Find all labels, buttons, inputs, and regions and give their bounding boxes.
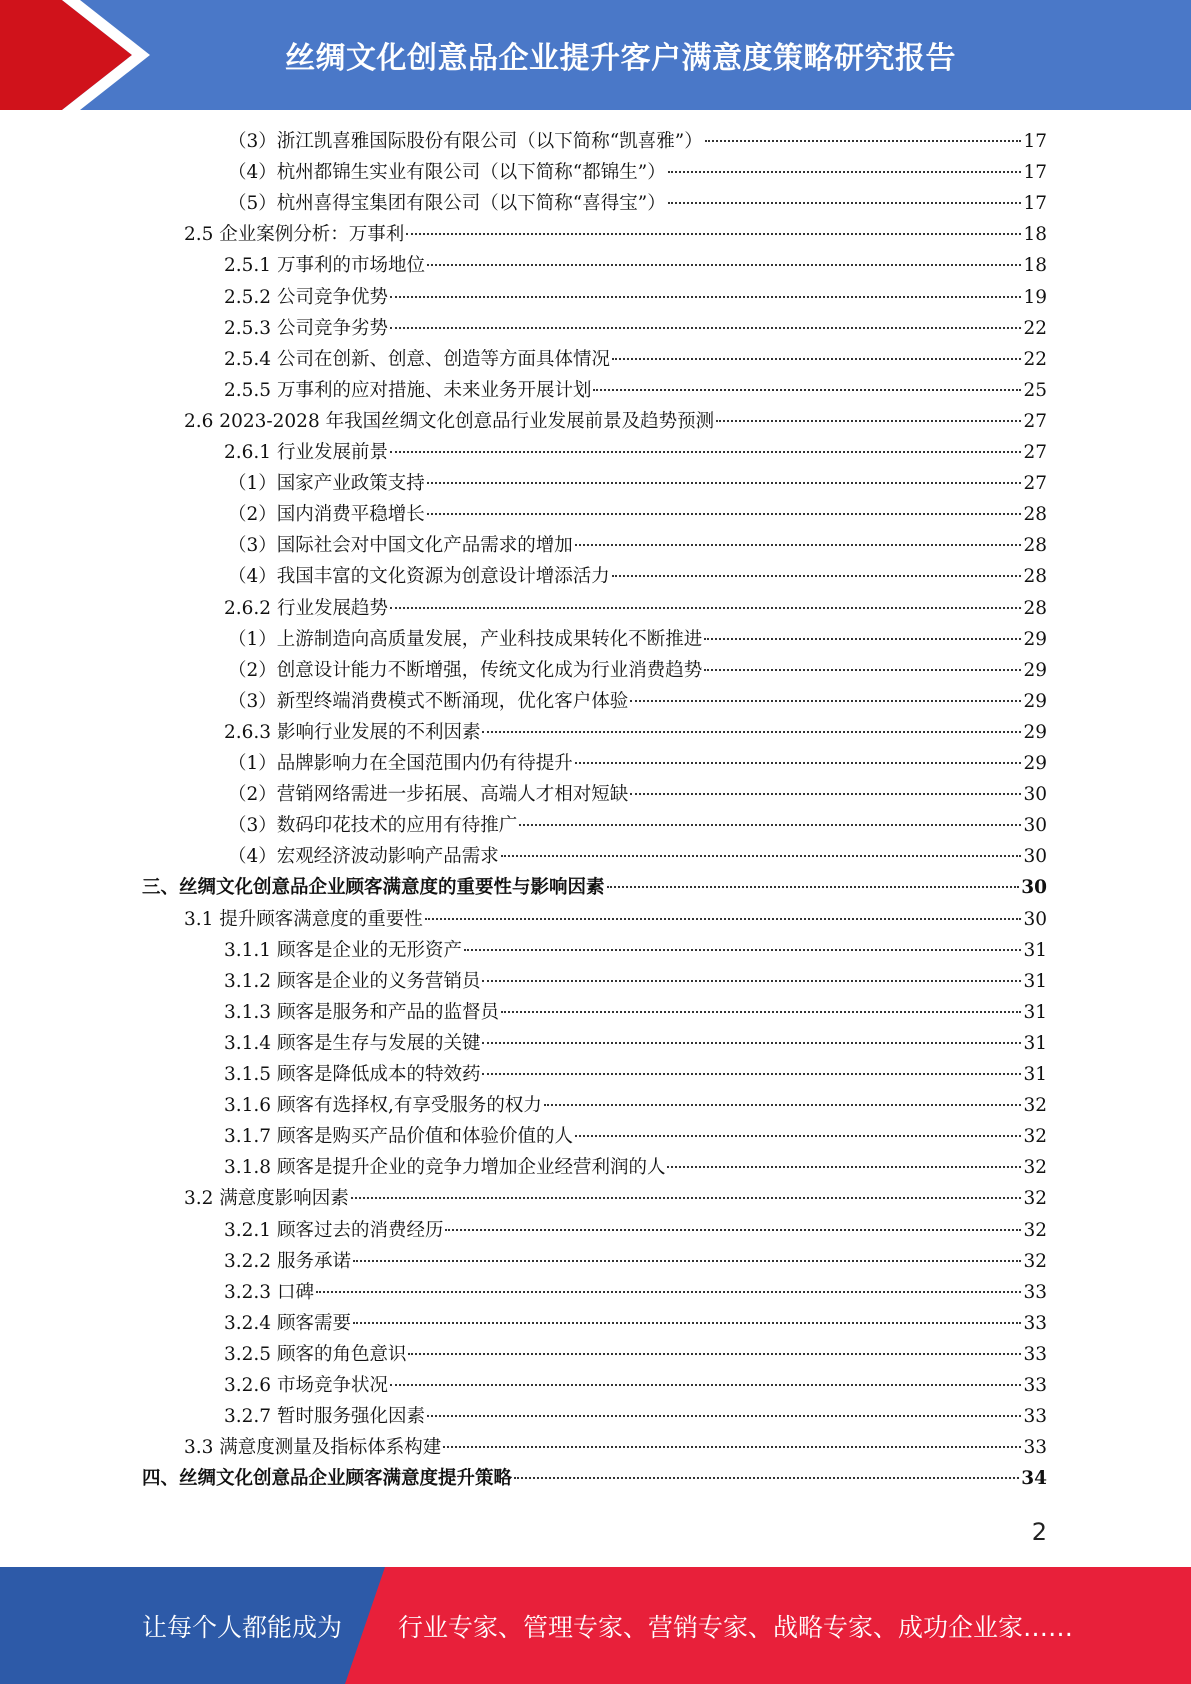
toc-entry-page: 28 — [1023, 566, 1047, 588]
toc-entry-page: 18 — [1023, 224, 1047, 246]
toc-entry-label: 3.2.7 暂时服务强化因素 — [224, 1406, 425, 1428]
toc-entry[interactable] — [228, 188, 1047, 219]
toc-entry[interactable] — [228, 624, 1047, 655]
toc-entry-label: 3.2.2 服务承诺 — [224, 1250, 351, 1272]
toc-dot-leader — [464, 949, 1021, 951]
toc-dot-leader — [408, 1353, 1021, 1355]
toc-entry-label: 3.2.4 顾客需要 — [224, 1312, 351, 1334]
toc-entry[interactable] — [224, 1152, 1047, 1183]
toc-entry-label: 2.5.5 万事利的应对措施、未来业务开展计划 — [224, 379, 592, 401]
toc-entry-label: 2.5 企业案例分析：万事利 — [184, 224, 405, 246]
toc-entry-label: 2.5.3 公司竞争劣势 — [224, 317, 388, 339]
toc-entry-label: （1）品牌影响力在全国范围内仍有待提升 — [228, 753, 573, 774]
toc-entry[interactable] — [224, 593, 1047, 624]
toc-entry-label: （2）营销网络需进一步拓展、高端人才相对短缺 — [228, 784, 629, 806]
toc-dot-leader — [406, 233, 1021, 235]
toc-entry[interactable] — [184, 219, 1047, 250]
toc-entry-page: 27 — [1023, 473, 1047, 495]
toc-entry-label: 3.1.1 顾客是企业的无形资产 — [224, 939, 462, 961]
toc-entry-page: 29 — [1023, 628, 1047, 650]
toc-entry-label: 2.6.2 行业发展趋势 — [224, 597, 388, 619]
toc-dot-leader — [445, 1229, 1021, 1231]
toc-entry-label: 2.6.3 影响行业发展的不利因素 — [224, 721, 481, 743]
toc-entry[interactable] — [224, 250, 1047, 281]
toc-entry-label: （3）国际社会对中国文化产品需求的增加 — [228, 535, 573, 557]
toc-entry-label: 3.1.3 顾客是服务和产品的监督员 — [224, 1001, 499, 1023]
toc-entry[interactable] — [224, 1246, 1047, 1277]
toc-entry[interactable] — [142, 872, 1047, 903]
toc-dot-leader — [704, 638, 1021, 640]
toc-entry-label: （1）国家产业政策支持 — [228, 473, 425, 495]
toc-entry-label: （3）数码印花技术的应用有待推广 — [228, 815, 518, 837]
toc-entry[interactable] — [224, 1215, 1047, 1246]
toc-entry-page: 33 — [1023, 1375, 1047, 1396]
toc-entry[interactable] — [184, 1183, 1047, 1214]
toc-dot-leader — [425, 918, 1022, 920]
toc-entry-page: 32 — [1023, 1219, 1047, 1241]
toc-dot-leader — [593, 389, 1021, 391]
toc-entry-page: 29 — [1023, 690, 1047, 712]
toc-entry-page: 30 — [1023, 784, 1047, 806]
toc-entry[interactable] — [224, 935, 1047, 966]
toc-entry[interactable] — [224, 717, 1047, 748]
toc-dot-leader — [390, 607, 1021, 609]
toc-entry-label: 3.1 提升顾客满意度的重要性 — [184, 908, 423, 930]
toc-entry[interactable] — [184, 904, 1047, 935]
toc-entry[interactable] — [228, 841, 1047, 872]
toc-entry-page: 25 — [1023, 379, 1047, 401]
toc-entry-page: 32 — [1023, 1095, 1047, 1117]
toc-entry-label: 3.1.6 顾客有选择权,有享受服务的权力 — [224, 1095, 542, 1117]
toc-entry-page: 33 — [1023, 1312, 1047, 1334]
toc-dot-leader — [390, 1384, 1021, 1386]
toc-entry[interactable] — [224, 313, 1047, 344]
toc-dot-leader — [575, 1135, 1021, 1137]
toc-entry-label: （4）宏观经济波动影响产品需求 — [228, 846, 499, 868]
toc-entry[interactable] — [228, 499, 1047, 530]
toc-dot-leader — [575, 762, 1022, 764]
toc-entry-label: （5）杭州喜得宝集团有限公司（以下简称“喜得宝”） — [228, 193, 666, 215]
toc-entry[interactable] — [224, 1308, 1047, 1339]
toc-entry[interactable] — [228, 655, 1047, 686]
toc-entry[interactable] — [224, 1059, 1047, 1090]
toc-entry-page: 32 — [1023, 1157, 1047, 1179]
toc-dot-leader — [427, 1415, 1021, 1417]
toc-entry-page: 18 — [1023, 255, 1047, 277]
toc-entry[interactable] — [228, 468, 1047, 499]
page-footer — [0, 1567, 1191, 1684]
toc-dot-leader — [482, 1042, 1021, 1044]
toc-entry-page: 27 — [1023, 442, 1047, 463]
toc-entry[interactable] — [228, 686, 1047, 717]
toc-entry[interactable] — [224, 1028, 1047, 1059]
toc-entry-label: 3.2 满意度影响因素 — [184, 1188, 349, 1210]
toc-entry-page: 31 — [1023, 1064, 1047, 1085]
toc-dot-leader — [575, 544, 1022, 546]
toc-entry-label: 2.5.2 公司竞争优势 — [224, 286, 388, 308]
toc-entry-page: 33 — [1023, 1281, 1047, 1303]
toc-dot-leader — [612, 358, 1021, 360]
toc-entry-label: 四、丝绸文化创意品企业顾客满意度提升策略 — [142, 1468, 513, 1490]
toc-entry-label: （4）杭州都锦生实业有限公司（以下简称“都锦生”） — [228, 162, 666, 184]
toc-entry[interactable] — [228, 157, 1047, 188]
toc-entry[interactable] — [224, 437, 1047, 468]
toc-dot-leader — [519, 824, 1021, 826]
toc-dot-leader — [668, 202, 1022, 204]
page-header — [0, 0, 1191, 110]
toc-entry-page: 30 — [1023, 815, 1047, 837]
toc-entry-page: 32 — [1023, 1188, 1047, 1210]
toc-dot-leader — [667, 1166, 1021, 1168]
toc-entry-page: 17 — [1023, 131, 1047, 152]
toc-entry-page: 33 — [1023, 1406, 1047, 1428]
toc-dot-leader — [390, 451, 1021, 453]
toc-dot-leader — [705, 140, 1022, 142]
toc-entry[interactable] — [224, 966, 1047, 997]
toc-entry-label: 3.2.1 顾客过去的消费经历 — [224, 1219, 444, 1241]
toc-entry-page: 17 — [1023, 193, 1047, 215]
toc-entry-page: 32 — [1023, 1250, 1047, 1272]
toc-entry-label: 3.2.3 口碑 — [224, 1281, 314, 1303]
toc-entry-page: 22 — [1023, 348, 1047, 370]
toc-dot-leader — [482, 731, 1021, 733]
toc-entry-page: 31 — [1023, 1001, 1047, 1023]
toc-entry-page: 29 — [1023, 721, 1047, 743]
toc-entry[interactable] — [184, 406, 1047, 437]
toc-entry-page: 28 — [1023, 535, 1047, 557]
toc-entry-label: 3.1.7 顾客是购买产品价值和体验价值的人 — [224, 1126, 573, 1148]
toc-entry-page: 27 — [1023, 410, 1047, 432]
toc-entry-label: 3.1.4 顾客是生存与发展的关键 — [224, 1032, 481, 1054]
toc-entry-page: 33 — [1023, 1343, 1047, 1365]
toc-dot-leader — [630, 793, 1021, 795]
toc-dot-leader — [443, 1446, 1021, 1448]
toc-dot-leader — [612, 575, 1022, 577]
toc-entry[interactable] — [228, 126, 1047, 157]
toc-entry-page: 31 — [1023, 939, 1047, 961]
toc-entry[interactable] — [228, 530, 1047, 561]
toc-entry-label: 三、丝绸文化创意品企业顾客满意度的重要性与影响因素 — [142, 877, 605, 899]
toc-dot-leader — [353, 1260, 1022, 1262]
toc-entry-page: 17 — [1023, 162, 1047, 184]
toc-entry-label: 2.5.4 公司在创新、创意、创造等方面具体情况 — [224, 348, 610, 370]
toc-entry-page: 22 — [1023, 317, 1047, 339]
toc-entry-label: 2.6 2023-2028 年我国丝绸文化创意品行业发展前景及趋势预测 — [184, 410, 715, 432]
toc-entry-page: 34 — [1021, 1468, 1047, 1490]
toc-entry[interactable] — [224, 997, 1047, 1028]
toc-entry-label: （2）创意设计能力不断增强，传统文化成为行业消费趋势 — [228, 659, 703, 681]
toc-dot-leader — [607, 886, 1020, 888]
toc-entry-label: 3.2.5 顾客的角色意识 — [224, 1343, 407, 1365]
toc-entry[interactable] — [224, 1339, 1047, 1370]
toc-entry-label: 3.3 满意度测量及指标体系构建 — [184, 1437, 442, 1459]
toc-entry[interactable] — [224, 1370, 1047, 1401]
toc-entry[interactable] — [224, 1090, 1047, 1121]
toc-dot-leader — [482, 1073, 1021, 1075]
toc-dot-leader — [353, 1322, 1022, 1324]
page-number: 2 — [1031, 1518, 1047, 1546]
toc-dot-leader — [704, 669, 1021, 671]
toc-dot-leader — [630, 700, 1021, 702]
toc-entry-page: 31 — [1023, 1032, 1047, 1054]
toc-entry-page: 30 — [1023, 846, 1047, 868]
toc-dot-leader — [668, 171, 1022, 173]
toc-entry[interactable] — [224, 375, 1047, 406]
toc-entry-page: 30 — [1021, 877, 1047, 899]
toc-entry-page: 30 — [1023, 908, 1047, 930]
toc-entry-label: （3）浙江凯喜雅国际股份有限公司（以下简称“凯喜雅”） — [228, 131, 703, 152]
toc-entry-label: 3.1.8 顾客是提升企业的竞争力增加企业经营利润的人 — [224, 1157, 666, 1179]
toc-entry[interactable] — [228, 810, 1047, 841]
toc-entry-label: （2）国内消费平稳增长 — [228, 504, 425, 526]
toc-dot-leader — [716, 420, 1021, 422]
toc-entry[interactable] — [224, 344, 1047, 375]
toc-entry[interactable] — [228, 748, 1047, 779]
toc-entry-label: （3）新型终端消费模式不断涌现，优化客户体验 — [228, 690, 629, 712]
toc-dot-leader — [390, 327, 1021, 329]
toc-dot-leader — [501, 855, 1022, 857]
toc-entry-page: 28 — [1023, 504, 1047, 526]
toc-dot-leader — [427, 482, 1022, 484]
toc-dot-leader — [482, 980, 1021, 982]
toc-entry-page: 28 — [1023, 597, 1047, 619]
toc-entry-page: 32 — [1023, 1126, 1047, 1148]
toc-entry-label: 3.1.2 顾客是企业的义务营销员 — [224, 970, 481, 992]
toc-entry-label: 2.6.1 行业发展前景 — [224, 442, 388, 463]
toc-entry-page: 19 — [1023, 286, 1047, 308]
toc-dot-leader — [427, 264, 1021, 266]
toc-dot-leader — [501, 1011, 1021, 1013]
toc-entry[interactable] — [224, 282, 1047, 313]
toc-entry[interactable] — [228, 779, 1047, 810]
footer-slogan-right: 行业专家、管理专家、营销专家、战略专家、成功企业家…… — [398, 1612, 1074, 1642]
toc-entry[interactable] — [224, 1277, 1047, 1308]
report-title: 丝绸文化创意品企业提升客户满意度策略研究报告 — [285, 41, 956, 76]
toc-entry-label: （1）上游制造向高质量发展，产业科技成果转化不断推进 — [228, 628, 703, 650]
toc-dot-leader — [351, 1197, 1022, 1199]
toc-entry-label: （4）我国丰富的文化资源为创意设计增添活力 — [228, 566, 610, 588]
toc-entry-page: 29 — [1023, 659, 1047, 681]
toc-entry[interactable] — [224, 1401, 1047, 1432]
toc-entry[interactable] — [224, 1121, 1047, 1152]
footer-slogan-left: 让每个人都能成为 — [142, 1612, 343, 1642]
toc-dot-leader — [427, 513, 1022, 515]
toc-dot-leader — [544, 1104, 1022, 1106]
toc-entry-label: 2.5.1 万事利的市场地位 — [224, 255, 425, 277]
toc-entry-page: 29 — [1023, 753, 1047, 774]
toc-entry-label: 3.2.6 市场竞争状况 — [224, 1375, 388, 1396]
toc-entry-page: 33 — [1023, 1437, 1047, 1459]
toc-entry[interactable] — [228, 561, 1047, 592]
toc-dot-leader — [514, 1477, 1019, 1479]
toc-dot-leader — [390, 296, 1021, 298]
toc-entry[interactable] — [184, 1432, 1047, 1463]
toc-entry-label: 3.1.5 顾客是降低成本的特效药 — [224, 1064, 481, 1085]
toc-entry-page: 31 — [1023, 970, 1047, 992]
toc-dot-leader — [316, 1291, 1022, 1293]
toc-entry[interactable] — [142, 1463, 1047, 1494]
